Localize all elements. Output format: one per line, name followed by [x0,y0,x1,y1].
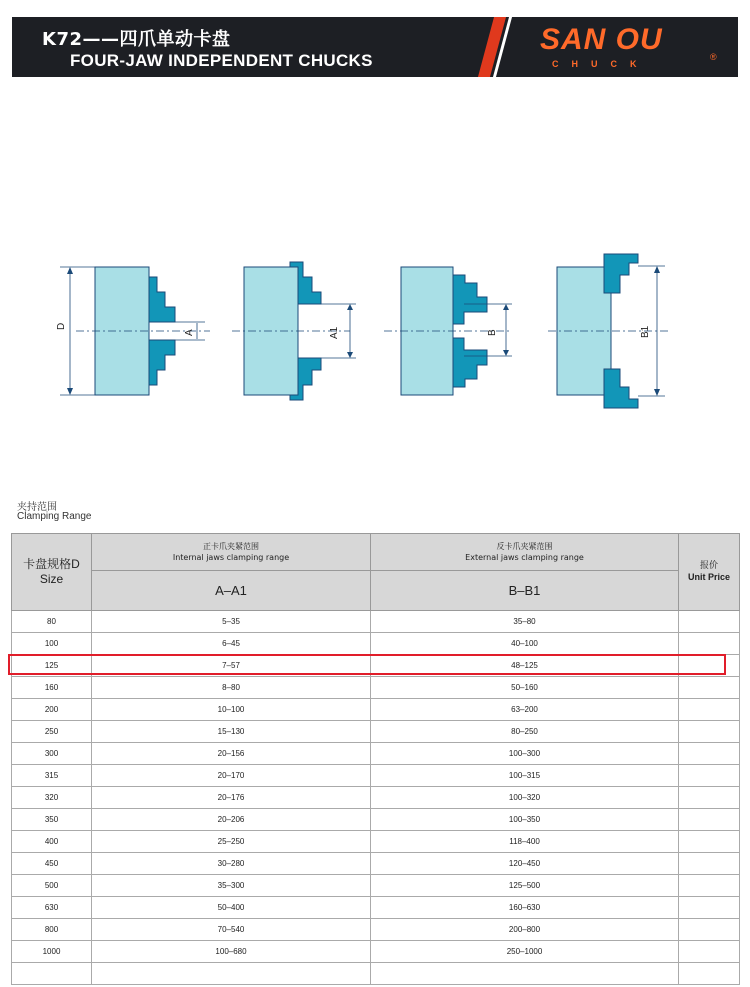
size-header-en: Size [39,572,64,586]
external-header-cn: 反卡爪夹紧范围 [496,542,553,551]
external-cell: 125–500 [371,875,679,897]
title-chinese: K72——四爪单动卡盘 [42,29,231,50]
internal-cell [92,963,371,985]
table-row [12,721,740,743]
external-cell: 118–400 [371,831,679,853]
internal-cell: 50–400 [92,897,371,919]
internal-header-en: Internal jaws clamping range [172,553,290,562]
external-header [371,534,679,571]
size-cell: 450 [12,853,92,875]
diagram-b1 [548,254,668,408]
diagram-a1 [232,262,356,400]
label-a1: A1 [329,326,340,339]
jaw-top [453,275,487,324]
internal-cell: 8–80 [92,677,371,699]
internal-subheader: A–A1 [92,571,371,611]
table-row [12,699,740,721]
size-cell: 80 [12,611,92,633]
size-cell: 400 [12,831,92,853]
price-cell [679,831,740,853]
row-highlight-box [8,654,726,675]
jaw-bottom [453,338,487,387]
price-cell [679,721,740,743]
brand-logo: SAN OU [540,23,663,56]
table-row [12,831,740,853]
table-row [12,941,740,963]
title-english: FOUR-JAW INDEPENDENT CHUCKS [70,51,373,70]
price-cell [679,699,740,721]
external-cell: 250–1000 [371,941,679,963]
clamping-range-en: Clamping Range [17,511,92,522]
table-row [12,787,740,809]
internal-cell: 5–35 [92,611,371,633]
label-b1: B1 [640,325,651,338]
size-cell: 250 [12,721,92,743]
external-cell: 63–200 [371,699,679,721]
size-cell: 125 [12,655,92,677]
external-cell: 50–160 [371,677,679,699]
chuck-diagrams [0,240,750,410]
table-row [12,743,740,765]
size-cell: 160 [12,677,92,699]
internal-cell: 35–300 [92,875,371,897]
size-cell: 630 [12,897,92,919]
table-row [12,677,740,699]
external-cell: 35–80 [371,611,679,633]
internal-cell: 30–280 [92,853,371,875]
jaw-top [604,254,638,293]
external-cell: 80–250 [371,721,679,743]
header-banner [12,17,738,77]
price-cell [679,875,740,897]
table-row [12,919,740,941]
table-row [12,875,740,897]
internal-cell: 20–176 [92,787,371,809]
diagram-b [384,267,512,395]
internal-cell: 20–206 [92,809,371,831]
table-row [12,611,740,633]
external-cell: 48–125 [371,655,679,677]
brand-subtitle: CHUCK [552,59,650,69]
clamping-range-cn: 夹持范围 [17,502,57,513]
table-row-empty [12,963,740,985]
size-header [12,534,92,611]
size-header-cn: 卡盘规格D [23,557,80,571]
table-row [12,853,740,875]
external-cell: 100–300 [371,743,679,765]
label-b: B [487,329,498,336]
price-cell [679,787,740,809]
size-cell: 350 [12,809,92,831]
internal-cell: 100–680 [92,941,371,963]
external-cell: 120–450 [371,853,679,875]
external-header-en: External jaws clamping range [465,553,584,562]
external-cell: 40–100 [371,633,679,655]
price-cell [679,633,740,655]
price-cell [679,963,740,985]
internal-cell: 20–156 [92,743,371,765]
internal-cell: 70–540 [92,919,371,941]
diagram-d-a [56,267,210,395]
table-row [12,897,740,919]
size-cell: 800 [12,919,92,941]
size-cell: 315 [12,765,92,787]
external-subheader: B–B1 [371,571,679,611]
price-cell [679,897,740,919]
price-cell [679,853,740,875]
registered-mark: ® [710,52,717,62]
external-cell [371,963,679,985]
external-cell: 100–320 [371,787,679,809]
label-d: D [56,322,67,330]
jaw-top [149,277,175,322]
size-cell: 200 [12,699,92,721]
price-header [679,534,740,611]
internal-cell: 15–130 [92,721,371,743]
price-header-cn: 报价 [699,560,718,571]
size-cell: 1000 [12,941,92,963]
internal-cell: 20–170 [92,765,371,787]
price-cell [679,765,740,787]
size-cell [12,963,92,985]
internal-cell: 25–250 [92,831,371,853]
external-cell: 100–315 [371,765,679,787]
external-cell: 160–630 [371,897,679,919]
price-header-en: Unit Price [687,571,730,582]
label-a: A [184,329,195,336]
jaw-bottom [604,369,638,408]
internal-cell: 6–45 [92,633,371,655]
size-cell: 500 [12,875,92,897]
external-cell: 100–350 [371,809,679,831]
table-row [12,809,740,831]
price-cell [679,941,740,963]
jaw-bottom [149,340,175,385]
internal-header-cn: 正卡爪夹紧范围 [203,542,259,551]
size-cell: 100 [12,633,92,655]
table-row [12,633,740,655]
table-row [12,765,740,787]
size-cell: 320 [12,787,92,809]
price-cell [679,677,740,699]
external-cell: 200–800 [371,919,679,941]
price-cell [679,919,740,941]
size-cell: 300 [12,743,92,765]
internal-cell: 10–100 [92,699,371,721]
clamping-range-table [11,533,740,985]
price-cell [679,743,740,765]
internal-cell: 7–57 [92,655,371,677]
internal-header [92,534,371,571]
price-cell [679,611,740,633]
price-cell [679,809,740,831]
